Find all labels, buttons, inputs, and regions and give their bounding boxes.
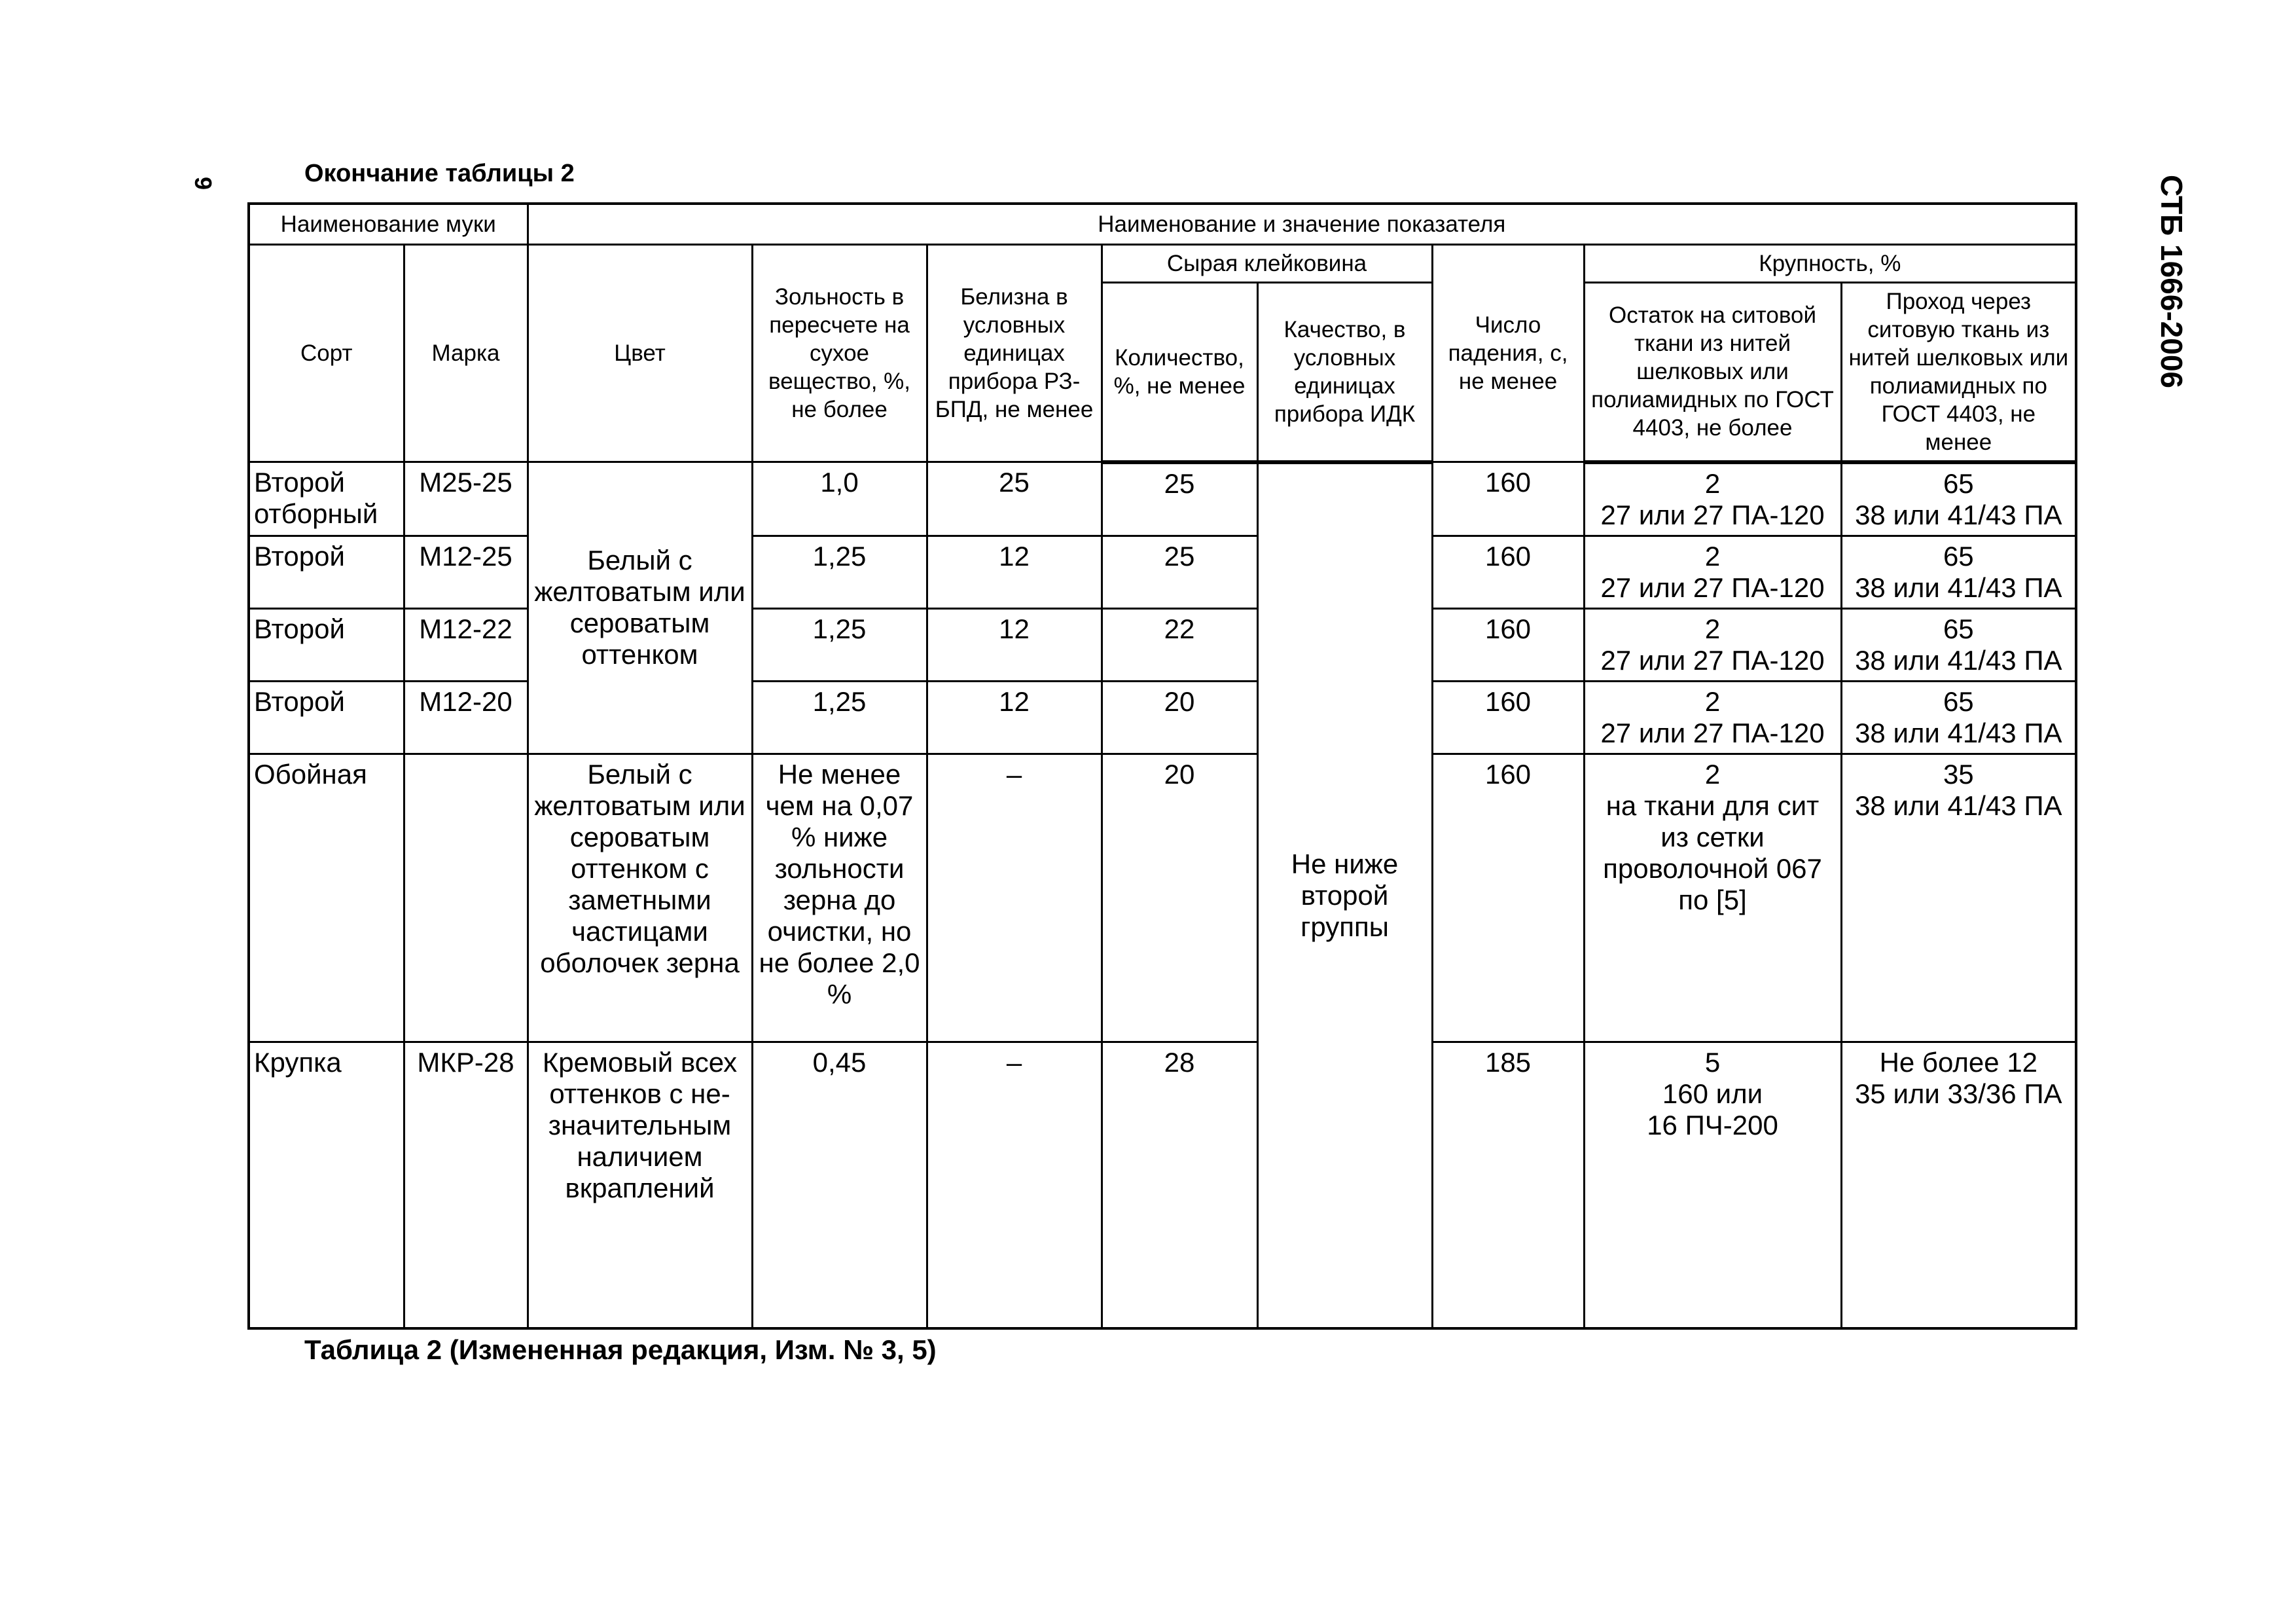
cell-residue bbox=[1584, 681, 1841, 754]
cell-gluten-quantity: 28 bbox=[1102, 1042, 1257, 1328]
table-row bbox=[249, 754, 2076, 1042]
header-gluten-quality: Качество, в условных единицах прибора ИДК bbox=[1257, 282, 1432, 462]
cell-brand bbox=[404, 754, 528, 1042]
cell-gluten-quantity: 25 bbox=[1102, 536, 1257, 608]
flour-quality-table bbox=[247, 202, 2077, 1330]
cell-residue bbox=[1584, 536, 1841, 608]
header-gluten-quantity: Количество, %, не менее bbox=[1102, 282, 1257, 462]
header-grade: Сорт bbox=[249, 244, 404, 462]
passage-value: 65 38 или 41/43 ПА bbox=[1855, 685, 2062, 748]
passage-value: 65 38 или 41/43 ПА bbox=[1855, 467, 2062, 530]
cell-brand: М25-25 bbox=[404, 462, 528, 536]
cell-falling-number: 185 bbox=[1432, 1042, 1584, 1328]
passage-value: 65 38 или 41/43 ПА bbox=[1855, 613, 2062, 676]
header-ash: Зольность в пересчете на сухое вещество, %, не более bbox=[752, 244, 927, 462]
cell-falling-number: 160 bbox=[1432, 608, 1584, 681]
cell-brand: М12-20 bbox=[404, 681, 528, 754]
table-row bbox=[249, 608, 2076, 681]
residue-value: 2 на ткани для сит из сетки проволочной 067 по [5] bbox=[1603, 758, 1822, 915]
residue-value: 5 160 или 16 ПЧ-200 bbox=[1647, 1046, 1778, 1140]
header-residue: Остаток на ситовой ткани из нитей шелковых или полиамидных по ГОСТ 4403, не более bbox=[1584, 282, 1841, 462]
cell-gluten-quantity: 22 bbox=[1102, 608, 1257, 681]
cell-falling-number: 160 bbox=[1432, 536, 1584, 608]
cell-passage bbox=[1841, 462, 2076, 536]
cell-falling-number: 160 bbox=[1432, 462, 1584, 536]
cell-residue bbox=[1584, 462, 1841, 536]
cell-ash: 1,25 bbox=[752, 681, 927, 754]
cell-passage bbox=[1841, 608, 2076, 681]
cell-passage bbox=[1841, 681, 2076, 754]
header-color: Цвет bbox=[528, 244, 752, 462]
cell-passage bbox=[1841, 754, 2076, 1042]
residue-value: 2 27 или 27 ПА-120 bbox=[1600, 685, 1825, 748]
cell-gluten-quantity: 25 bbox=[1102, 462, 1257, 536]
cell-grade: Обойная bbox=[249, 754, 404, 1042]
cell-residue bbox=[1584, 1042, 1841, 1328]
cell-grade: Второй bbox=[249, 608, 404, 681]
table-caption: Окончание таблицы 2 bbox=[304, 160, 575, 187]
cell-grade: Крупка bbox=[249, 1042, 404, 1328]
passage-value: Не более 12 35 или 33/36 ПА bbox=[1855, 1046, 2062, 1109]
cell-ash: 0,45 bbox=[752, 1042, 927, 1328]
cell-brand: М12-22 bbox=[404, 608, 528, 681]
residue-value: 2 27 или 27 ПА-120 bbox=[1600, 467, 1825, 530]
cell-falling-number: 160 bbox=[1432, 681, 1584, 754]
cell-ash: 1,25 bbox=[752, 608, 927, 681]
table-row bbox=[249, 536, 2076, 608]
cell-whiteness: 12 bbox=[927, 608, 1102, 681]
residue-value: 2 27 или 27 ПА-120 bbox=[1600, 540, 1825, 603]
table-footnote: Таблица 2 (Измененная редакция, Изм. № 3, 5) bbox=[304, 1334, 937, 1365]
cell-color: Белый с желтоватым или сероватым оттенком с заметными частицами оболочек зерна bbox=[528, 754, 752, 1042]
cell-whiteness: 12 bbox=[927, 681, 1102, 754]
cell-color: Кремовый всех оттенков с не-значительным наличием вкраплений bbox=[528, 1042, 752, 1328]
cell-whiteness: 25 bbox=[927, 462, 1102, 536]
cell-brand: М12-25 bbox=[404, 536, 528, 608]
header-coarseness: Крупность, % bbox=[1584, 244, 2076, 282]
passage-value: 65 38 или 41/43 ПА bbox=[1855, 540, 2062, 603]
table-row bbox=[249, 1042, 2076, 1328]
page-number: 9 bbox=[190, 176, 217, 191]
table-row bbox=[249, 681, 2076, 754]
cell-ash: Не менее чем на 0,07 % ниже зольности зерна до очистки, но не более 2,0 % bbox=[752, 754, 927, 1042]
residue-value: 2 27 или 27 ПА-120 bbox=[1600, 613, 1825, 676]
header-falling-number: Число падения, с, не менее bbox=[1432, 244, 1584, 462]
header-flour-name: Наименование муки bbox=[249, 204, 528, 244]
header-indicator-name: Наименование и значение показателя bbox=[528, 204, 2076, 244]
cell-gluten-quantity: 20 bbox=[1102, 681, 1257, 754]
cell-grade: Второй bbox=[249, 536, 404, 608]
header-passage: Проход через ситовую ткань из нитей шелковых или полиамидных по ГОСТ 4403, не менее bbox=[1841, 282, 2076, 462]
header-brand: Марка bbox=[404, 244, 528, 462]
table-row bbox=[249, 462, 2076, 536]
header-whiteness: Белизна в условных единицах прибора РЗ-БПД, не менее bbox=[927, 244, 1102, 462]
header-raw-gluten: Сырая клейковина bbox=[1102, 244, 1432, 282]
cell-falling-number: 160 bbox=[1432, 754, 1584, 1042]
cell-whiteness: – bbox=[927, 1042, 1102, 1328]
cell-residue bbox=[1584, 754, 1841, 1042]
cell-ash: 1,0 bbox=[752, 462, 927, 536]
cell-brand: МКР-28 bbox=[404, 1042, 528, 1328]
cell-color-shared: Белый с желтоватым или сероватым оттенком bbox=[528, 462, 752, 754]
cell-residue bbox=[1584, 608, 1841, 681]
cell-grade: Второй отборный bbox=[249, 462, 404, 536]
cell-gluten-quantity: 20 bbox=[1102, 754, 1257, 1042]
passage-value: 35 38 или 41/43 ПА bbox=[1855, 758, 2062, 821]
cell-whiteness: 12 bbox=[927, 536, 1102, 608]
cell-whiteness: – bbox=[927, 754, 1102, 1042]
cell-grade: Второй bbox=[249, 681, 404, 754]
cell-passage bbox=[1841, 536, 2076, 608]
cell-passage bbox=[1841, 1042, 2076, 1328]
standard-code: СТБ 1666-2006 bbox=[2155, 175, 2189, 388]
cell-gluten-quality-shared: Не ниже второй группы bbox=[1257, 462, 1432, 1329]
cell-ash: 1,25 bbox=[752, 536, 927, 608]
